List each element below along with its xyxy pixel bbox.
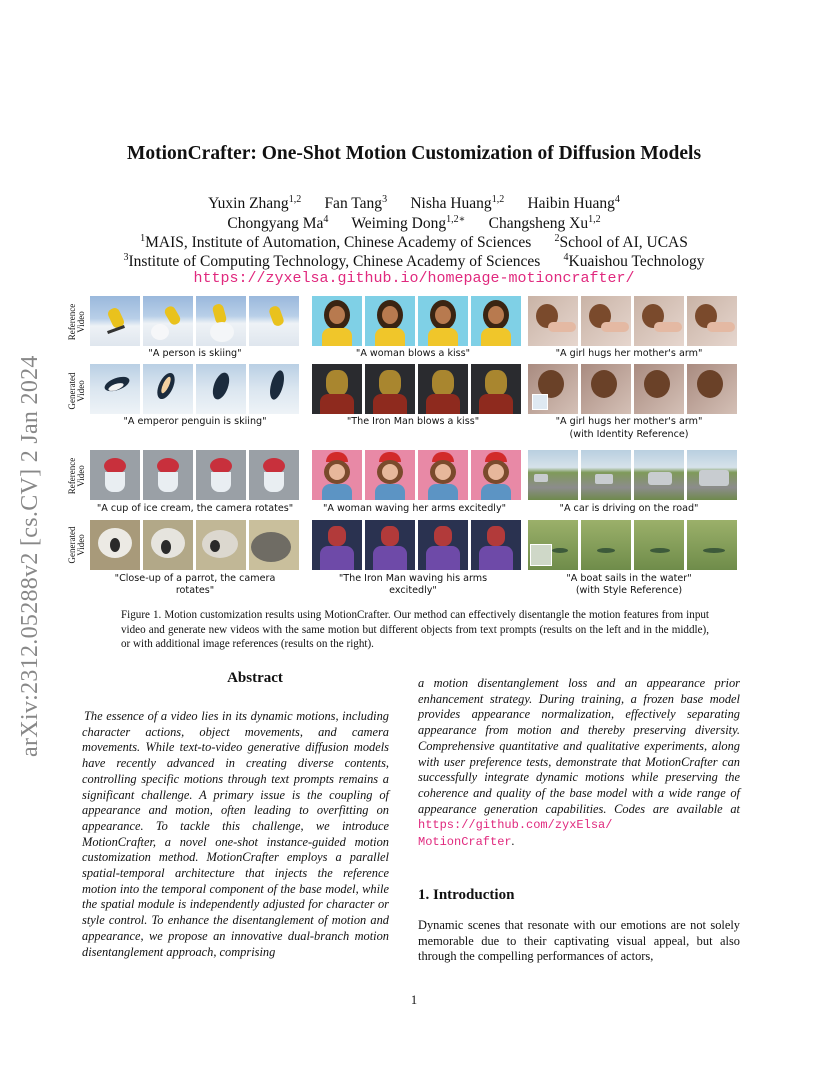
caption-icecream: "A cup of ice cream, the camera rotates" xyxy=(96,503,294,514)
row-label-reference-1: Reference Video xyxy=(67,303,86,341)
authors-line-2: Chongyang Ma$^4$ Weiming Dong$^{1,2∗}$ Changsheng Xu$^{1,2}$ xyxy=(227,214,601,233)
frame-woman-wave-2 xyxy=(365,450,415,500)
frame-skiing-1 xyxy=(90,296,140,346)
frame-woman-wave-4 xyxy=(471,450,521,500)
intro-heading-text: 1. Introduction xyxy=(418,887,515,903)
frame-car-2 xyxy=(581,450,631,500)
caption-ironman-kiss: "The Iron Man blows a kiss" xyxy=(346,416,480,427)
intro-heading xyxy=(418,888,740,904)
frame-parrot-4 xyxy=(249,520,299,570)
frame-ironman-wave-1 xyxy=(312,520,362,570)
frame-woman-wave-3 xyxy=(418,450,468,500)
frame-girl-hug-2 xyxy=(581,296,631,346)
caption-penguin-skiing: "A emperor penguin is skiing" xyxy=(123,416,267,427)
caption-car-driving: "A car is driving on the road" xyxy=(559,503,699,514)
code-link[interactable]: https://github.com/zyxElsa/ xyxy=(418,818,613,833)
frame-parrot-2 xyxy=(143,520,193,570)
frame-car-1 xyxy=(528,450,578,500)
frame-car-3 xyxy=(634,450,684,500)
frame-woman-kiss-2 xyxy=(365,296,415,346)
caption-ironman-wave: "The Iron Man waving his arms xyxy=(338,573,488,584)
paper-title: MotionCrafter: One-Shot Motion Customization of Diffusion Models xyxy=(126,143,702,164)
frame-skiing-3 xyxy=(196,296,246,346)
frame-icecream-4 xyxy=(249,450,299,500)
frame-woman-wave-1 xyxy=(312,450,362,500)
frame-boat-2 xyxy=(581,520,631,570)
page-number: 1 xyxy=(410,993,418,1007)
frame-ironman-kiss-4 xyxy=(471,364,521,414)
frame-penguin-3 xyxy=(196,364,246,414)
caption-person-skiing: "A person is skiing" xyxy=(148,348,242,359)
frame-woman-kiss-4 xyxy=(471,296,521,346)
frame-woman-kiss-1 xyxy=(312,296,362,346)
affiliation-line-1: $^1$MAIS, Institute of Automation, Chinese Academy of Sciences $^2$School of AI, UCAS xyxy=(140,233,688,252)
frame-penguin-2 xyxy=(143,364,193,414)
abstract-paragraph-2: a motion disentanglement loss and an appearance prior enhancement strategy. During training, a frozen base model provides appearance normalization, effectively separating appearance from motion and thereby preserving diversity. Comprehensive quantitative and qualitative experiments, along with user preference tests, demonstrate that MotionCrafter can successfully integrate dynamic motions while preserving the coherence and quality of the base model with a wide range of appearance generation capabilities. Codes are available at https://github.com/zyxElsa/ MotionCrafter. xyxy=(418,676,740,850)
caption-girl-hug-identity: "A girl hugs her mother's arm" xyxy=(555,416,703,427)
frame-ironman-wave-2 xyxy=(365,520,415,570)
frame-girl-hug-3 xyxy=(634,296,684,346)
frame-boat-4 xyxy=(687,520,737,570)
caption-woman-wave: "A woman waving her arms excitedly" xyxy=(322,503,507,514)
figure-caption: Figure 1. Motion customization results using MotionCrafter. Our method can effectively disentangle the motion features from input video and generate new videos with the same motion but different objects from text prompts (results on the left and in the middle), or with additional image references (results on the right). xyxy=(121,609,709,650)
frame-icecream-2 xyxy=(143,450,193,500)
caption-style-reference: (with Style Reference) xyxy=(575,585,683,596)
abstract-paragraph-1: The essence of a video lies in its dynamic motions, including character actions, object movements, and camera movements. While text-to-video generative diffusion models have recently advanced in creating diverse contents, controlling specific motions through text prompts remains a significant challenge. A primary issue is the coupling of appearance and motion, often leading to overfitting on appearance. To tackle this challenge, we introduce MotionCrafter, a novel one-shot instance-guided motion customization method. MotionCrafter employs a parallel spatial-temporal architecture that injects the reference motion into the temporal component of the base model, while the spatial module is independently adjusted for character or style control. To enhance the disentanglement of motion and appearance, we propose an innovative dual-branch motion disentanglement approach, comprising xyxy=(82,709,389,959)
frame-icecream-1 xyxy=(90,450,140,500)
authors-line-1: Yuxin Zhang$^{1,2}$ Fan Tang$^3$ Nisha Huang$^{1,2}$ Haibin Huang$^4$ xyxy=(208,194,620,213)
frame-ironman-wave-4 xyxy=(471,520,521,570)
caption-parrot: "Close-up of a parrot, the camera xyxy=(114,573,276,584)
affiliation-line-2: $^3$Institute of Computing Technology, Chinese Academy of Sciences $^4$Kuaishou Technology xyxy=(123,252,705,271)
frame-girl-identity-4 xyxy=(687,364,737,414)
frame-girl-hug-4 xyxy=(687,296,737,346)
frame-girl-identity-1 xyxy=(528,364,578,414)
frame-icecream-3 xyxy=(196,450,246,500)
caption-boat-sails: "A boat sails in the water" xyxy=(566,573,692,584)
row-label-reference-2: Reference Video xyxy=(67,457,86,495)
frame-car-4 xyxy=(687,450,737,500)
frame-penguin-1 xyxy=(90,364,140,414)
frame-boat-3 xyxy=(634,520,684,570)
frame-ironman-wave-3 xyxy=(418,520,468,570)
frame-ironman-kiss-2 xyxy=(365,364,415,414)
frame-girl-identity-3 xyxy=(634,364,684,414)
caption-parrot-cont: rotates" xyxy=(175,585,215,596)
frame-penguin-4 xyxy=(249,364,299,414)
code-link-cont[interactable]: MotionCrafter xyxy=(418,835,512,850)
frame-boat-1 xyxy=(528,520,578,570)
frame-parrot-3 xyxy=(196,520,246,570)
frame-parrot-1 xyxy=(90,520,140,570)
frame-skiing-4 xyxy=(249,296,299,346)
homepage-link[interactable]: https://zyxelsa.github.io/homepage-motioncrafter/ xyxy=(193,270,635,287)
frame-ironman-kiss-1 xyxy=(312,364,362,414)
caption-ironman-wave-cont: excitedly" xyxy=(389,585,437,596)
row-label-generated-2: Generated Video xyxy=(67,526,86,564)
abstract-heading xyxy=(121,671,389,687)
caption-identity-reference: (with Identity Reference) xyxy=(569,429,689,440)
arxiv-identifier: arXiv:2312.05288v2 [cs.CV] 2 Jan 2024 xyxy=(17,355,43,757)
frame-skiing-2 xyxy=(143,296,193,346)
abstract-heading-text: Abstract xyxy=(227,670,283,686)
frame-ironman-kiss-3 xyxy=(418,364,468,414)
caption-girl-hug: "A girl hugs her mother's arm" xyxy=(555,348,703,359)
caption-woman-kiss: "A woman blows a kiss" xyxy=(355,348,471,359)
row-label-generated-1: Generated Video xyxy=(67,372,86,410)
intro-paragraph-1: Dynamic scenes that resonate with our emotions are not solely memorable due to their captivating visual appeal, but also through the compelling performances of actors, xyxy=(418,918,740,964)
abstract-p2-text: a motion disentanglement loss and an appearance prior enhancement strategy. During training, a frozen base model provides appearance normalization, effectively separating appearance from motion and thereby preserving diversity. Comprehensive quantitative and qualitative experiments, along with user preference tests, demonstrate that MotionCrafter can successfully integrate dynamic motions while preserving the coherence and quality of the base model with a wide range of appearance generation capabilities. Codes are available at xyxy=(418,676,740,816)
frame-girl-hug-1 xyxy=(528,296,578,346)
frame-girl-identity-2 xyxy=(581,364,631,414)
frame-woman-kiss-3 xyxy=(418,296,468,346)
